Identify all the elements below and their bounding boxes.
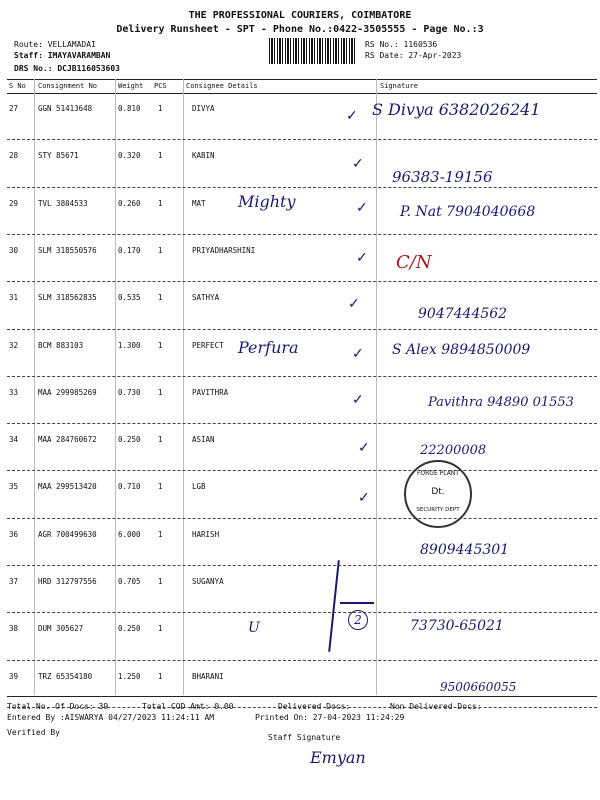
row-sno: 28 (9, 151, 19, 161)
divider (376, 79, 377, 695)
row-separator (7, 660, 597, 661)
runsheet-subtitle: Delivery Runsheet - SPT - Phone No.:0422-3505555 - Page No.:3 (116, 24, 484, 35)
col-consignee: Consignee Details (186, 82, 258, 90)
row-weight: 1.250 (118, 671, 141, 681)
rs-date: RS Date: 27-Apr-2023 (365, 51, 462, 60)
handwritten-note: Perfura (238, 338, 299, 357)
row-weight: 0.730 (118, 387, 141, 397)
row-weight: 0.810 (118, 104, 141, 113)
row-sno: 32 (9, 340, 19, 350)
handwritten-signature: S Divya 6382026241 (372, 100, 541, 119)
row-consignment-no: HRD 312797556 (38, 577, 97, 586)
row-sno: 34 (9, 435, 19, 445)
row-consignee: PRIYADHARSHINI (192, 245, 256, 255)
total-cod: Total COD Amt: 0.00 (142, 702, 234, 711)
handwritten-signature: Pavithra 94890 01553 (428, 395, 574, 410)
tick-mark: ✓ (352, 346, 364, 362)
row-sno: 33 (9, 387, 19, 397)
stamp-center-text: Dt. (431, 487, 445, 497)
row-separator (7, 470, 597, 471)
row-pcs: 1 (158, 529, 163, 539)
row-weight: 0.535 (118, 293, 141, 303)
row-consignment-no: GGN 51413648 (38, 104, 93, 113)
rs-number: RS No.: 1160536 (365, 40, 438, 49)
row-consignment-no: MAA 299513420 (38, 482, 97, 492)
row-consignee: SATHYA (192, 293, 220, 303)
row-separator (7, 187, 597, 188)
row-weight: 0.705 (118, 577, 141, 586)
row-consignment-no: SLM 318562835 (38, 293, 97, 303)
row-consignee: PERFECT (192, 340, 224, 350)
divider (34, 79, 35, 695)
row-pcs: 1 (158, 671, 163, 681)
non-delivered-docs: Non Delivered Docs: (390, 702, 482, 711)
row-pcs: 1 (158, 151, 163, 161)
row-consignment-no: SLM 318550576 (38, 245, 97, 255)
row-sno: 31 (9, 293, 19, 303)
row-consignee: BHARANI (192, 671, 224, 681)
row-consignment-no: TRZ 65354180 (38, 671, 93, 681)
row-pcs: 1 (158, 198, 163, 208)
row-weight: 0.250 (118, 435, 141, 445)
col-signature: Signature (380, 82, 418, 90)
row-consignment-no: MAA 299985269 (38, 387, 97, 397)
col-consignment: Consignment No (38, 82, 98, 90)
tick-mark: ✓ (346, 108, 358, 124)
row-sno: 29 (9, 198, 19, 208)
row-pcs: 1 (158, 245, 163, 255)
footer-rule (7, 696, 597, 697)
row-consignment-no: DUM 305627 (38, 624, 84, 634)
row-consignment-no: AGR 700499630 (38, 529, 97, 539)
row-weight: 0.260 (118, 198, 141, 208)
row-weight: 0.320 (118, 151, 141, 161)
row-consignee: SUGANYA (192, 577, 224, 586)
row-sno: 37 (9, 577, 19, 586)
row-pcs: 1 (158, 577, 163, 586)
stamp-bottom-text: SECURITY DEPT (416, 507, 460, 513)
row-separator (7, 518, 597, 519)
row-consignee: KABIN (192, 151, 215, 161)
staff-signature: Emyan (310, 748, 366, 767)
handwritten-signature: 9047444562 (418, 306, 508, 322)
row-separator (7, 234, 597, 235)
row-weight: 1.300 (118, 340, 141, 350)
row-sno: 30 (9, 245, 19, 255)
row-pcs: 1 (158, 435, 163, 445)
row-consignment-no: TVL 3804533 (38, 198, 88, 208)
handwritten-signature: 73730-65021 (410, 618, 504, 634)
tick-mark: ✓ (356, 200, 368, 216)
handwritten-signature: 22200008 (420, 443, 487, 458)
tick-mark: ✓ (356, 250, 368, 266)
handwritten-signature: 9500660055 (440, 680, 517, 694)
row-sno: 27 (9, 104, 19, 113)
row-separator (7, 423, 597, 424)
row-separator (7, 376, 597, 377)
handwritten-note: 2 (348, 610, 368, 630)
tick-mark: ✓ (358, 440, 370, 456)
row-weight: 0.170 (118, 245, 141, 255)
handwritten-note: U (248, 620, 260, 636)
header-bottom-rule (7, 93, 597, 94)
company-title: THE PROFESSIONAL COURIERS, COIMBATORE (188, 10, 412, 21)
row-consignee: ASIAN (192, 435, 215, 445)
row-consignment-no: STY 85671 (38, 151, 79, 161)
route-label: Route: VELLAMADAI (14, 40, 96, 49)
row-consignment-no: BCM 883103 (38, 340, 84, 350)
row-consignee: MAT (192, 198, 206, 208)
tick-mark: ✓ (352, 156, 364, 172)
row-sno: 36 (9, 529, 19, 539)
row-sno: 38 (9, 624, 19, 634)
row-separator (7, 612, 597, 613)
verified-by: Verified By (7, 728, 60, 737)
stamp-top-text: FORGE PLANT (416, 470, 460, 477)
entered-by: Entered By :AISWARYA 04/27/2023 11:24:11 AM (7, 713, 215, 722)
row-separator (7, 329, 597, 330)
handwritten-note: Mighty (238, 192, 296, 211)
row-consignee: DIVYA (192, 104, 215, 113)
hand-stroke (328, 560, 340, 652)
drs-number: DRS No.: DCJB116053603 (14, 64, 120, 73)
staff-signature-label: Staff Signature (268, 733, 341, 742)
row-consignee: PAVITHRA (192, 387, 229, 397)
row-separator (7, 139, 597, 140)
delivered-docs: Delivered Docs: (278, 702, 351, 711)
barcode (269, 38, 357, 64)
divider (115, 79, 116, 695)
row-weight: 0.710 (118, 482, 141, 492)
header-top-rule (7, 79, 597, 80)
row-pcs: 1 (158, 293, 163, 303)
row-weight: 6.000 (118, 529, 141, 539)
total-docs: Total No. Of Docs: 39 (7, 702, 109, 711)
row-pcs: 1 (158, 104, 163, 113)
row-pcs: 1 (158, 624, 163, 634)
tick-mark: ✓ (348, 296, 360, 312)
row-separator (7, 281, 597, 282)
handwritten-signature: C/N (396, 252, 432, 273)
row-pcs: 1 (158, 482, 163, 492)
col-sno: S No (9, 82, 26, 90)
row-consignment-no: MAA 284760672 (38, 435, 97, 445)
col-weight: Weight (118, 82, 144, 90)
col-pcs: PCS (154, 82, 167, 90)
row-consignee: LGB (192, 482, 206, 492)
row-sno: 39 (9, 671, 19, 681)
row-consignee: HARISH (192, 529, 220, 539)
row-pcs: 1 (158, 387, 163, 397)
tick-mark: ✓ (358, 490, 370, 506)
security-stamp (404, 460, 472, 528)
printed-on: Printed On: 27-04-2023 11:24:29 (255, 713, 405, 722)
row-sno: 35 (9, 482, 19, 492)
staff-label: Staff: IMAYAVARAMBAN (14, 51, 111, 60)
row-weight: 0.250 (118, 624, 141, 634)
row-separator (7, 565, 597, 566)
tick-mark: ✓ (352, 392, 364, 408)
divider (183, 79, 184, 695)
hand-stroke (340, 602, 374, 604)
handwritten-signature: S Alex 9894850009 (392, 342, 531, 358)
handwritten-signature: 8909445301 (420, 542, 510, 558)
handwritten-signature: 96383-19156 (392, 168, 493, 186)
row-pcs: 1 (158, 340, 163, 350)
handwritten-signature: P. Nat 7904040668 (400, 204, 536, 220)
